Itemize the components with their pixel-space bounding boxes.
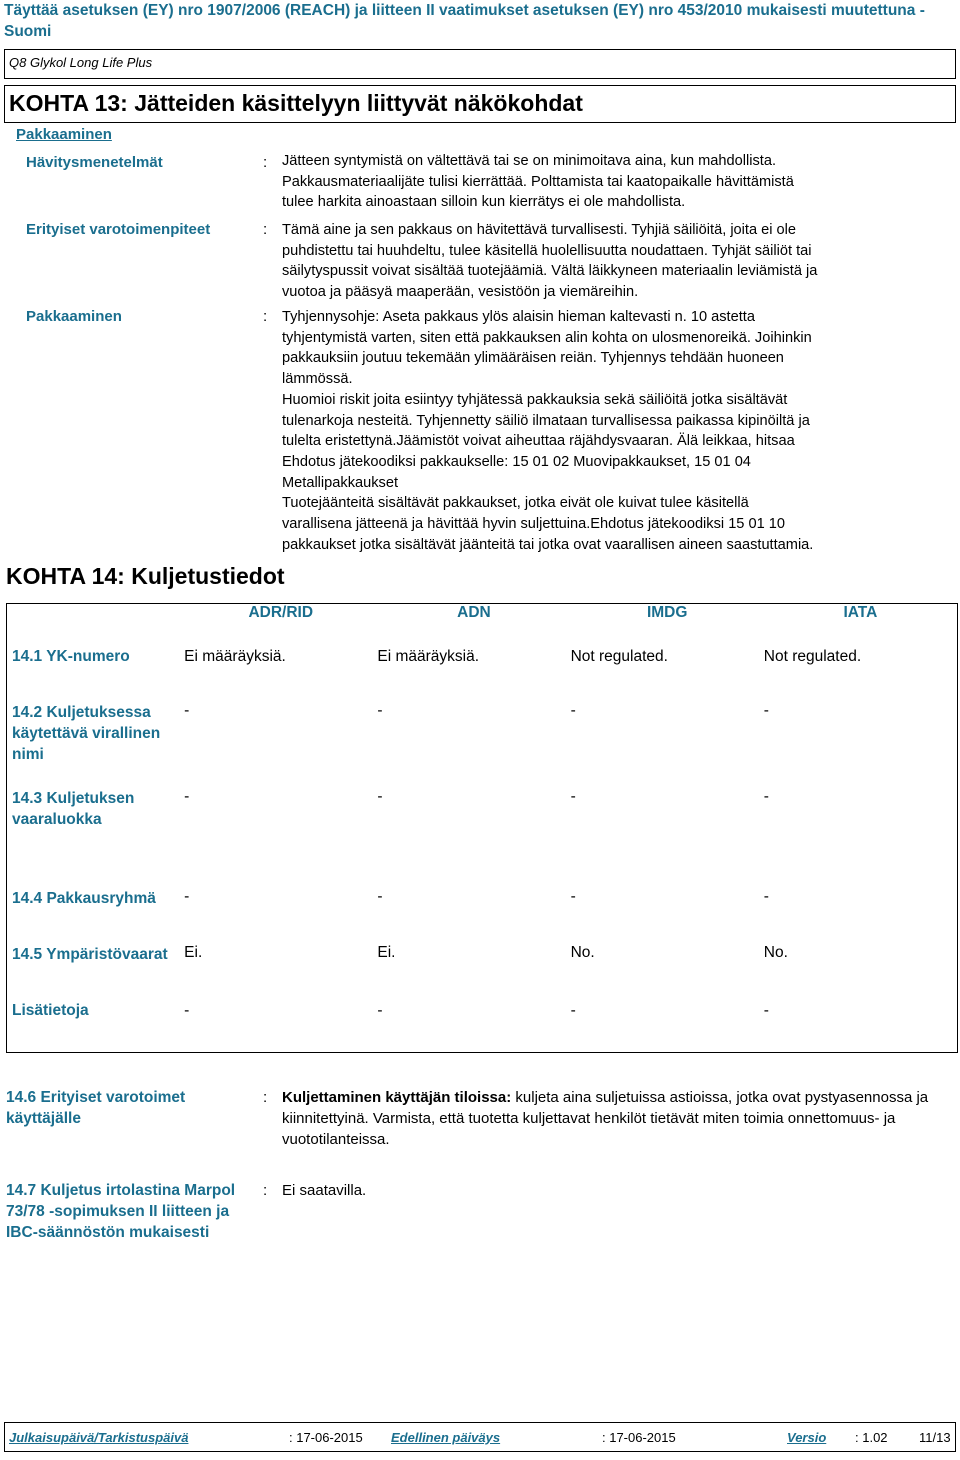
table-cell: No. [570, 944, 595, 961]
row-label: Lisätietoja [12, 1002, 89, 1019]
table-cell: - [570, 788, 576, 805]
table-cell: - [763, 702, 769, 719]
text-line: Ehdotus jätekoodiksi pakkaukselle: 15 01 02 Muovipakkaukset, 15 01 04 [282, 453, 751, 470]
item-146-text [282, 1087, 942, 1150]
section-13-subheading: Pakkaaminen [16, 126, 112, 143]
table-cell: - [377, 1002, 383, 1019]
table-cell: Ei. [184, 944, 203, 961]
product-name-box [4, 49, 956, 79]
row-label: 14.3 Kuljetuksen vaaraluokka [12, 790, 135, 828]
table-cell: Not regulated. [763, 648, 862, 665]
table-cell: - [377, 788, 383, 805]
item-147-colon: : [263, 1182, 268, 1199]
row-label: 14.4 Pakkausryhmä [12, 890, 156, 907]
text-line: pakkaukset jotka sisältävät jäänteitä tai jotka ovat vaarallisen aineen saastuttamia. [282, 536, 814, 553]
table-cell: - [570, 1002, 576, 1019]
table-row [7, 944, 958, 1002]
table-row [7, 638, 958, 686]
table-cell: - [570, 888, 576, 905]
product-name: Q8 Glykol Long Life Plus [9, 55, 153, 70]
item-146-colon: : [263, 1089, 268, 1106]
table-cell: Ei määräyksiä. [377, 648, 480, 665]
text-line: Tuotejäänteitä sisältävät pakkaukset, jotka eivät ole kuivat tulee käsitellä [282, 495, 749, 512]
page-number: 11/13 [919, 1430, 951, 1445]
table-cell: No. [763, 944, 788, 961]
column-header: ADN [457, 604, 491, 621]
issue-date-label: Julkaisupäivä/Tarkistuspäivä [9, 1430, 189, 1445]
section-14-title: KOHTA 14: Kuljetustiedot [6, 563, 285, 589]
version-label: Versio [787, 1430, 827, 1445]
table-row [7, 1002, 958, 1052]
text-line: tulelta eristettynä.Jäämistöt voivat aiheuttaa räjähdysvaaran. Älä leikkaa, hitsaa [282, 433, 795, 450]
table-cell: - [184, 788, 190, 805]
header-empty-cell [7, 604, 185, 639]
row-label: 14.5 Ympäristövaarat [12, 946, 168, 963]
row-label: 14.1 YK-numero [12, 648, 130, 665]
table-row [7, 686, 958, 788]
text-line: Metallipakkaukset [282, 474, 398, 491]
special-precautions-colon: : [263, 221, 268, 238]
disposal-methods-text [282, 151, 942, 213]
text-line: pakkauksiin joutuu tekemään ylimääräisen reiän. Tyhjennys tehdään huoneen [282, 350, 784, 367]
text-line: vuotoa ja pääsyä maaperään, vesistöön ja viemäreihin. [282, 284, 639, 301]
table-row [7, 788, 958, 888]
table-cell: Not regulated. [570, 648, 668, 665]
text-line: Tyhjennysohje: Aseta pakkaus ylös alaisin hieman kaltevasti n. 10 astetta [282, 309, 755, 325]
packaging-label: Pakkaaminen [26, 308, 122, 325]
section-13-header [4, 85, 956, 123]
table-cell: - [184, 702, 190, 719]
text-line: varallisena jätteenä ja hävittää hyvin suljettuina.Ehdotus jätekoodiksi 15 01 10 [282, 516, 785, 533]
item-147-text: Ei saatavilla. [282, 1182, 367, 1199]
document-title: Täyttää asetuksen (EY) nro 1907/2006 (REACH) ja liitteen II vaatimukset asetuksen (EY) nro 453/2010 mukaisesti muutettuna - Suomi [4, 2, 925, 40]
item-146-body: kuljeta aina suljetuissa astioissa, jotka ovat pystyasennossa ja kiinnitettyinä. Varmista, että tuotetta kuljettavat henkilöt tietävät miten toimia onnettomuus- ja vuototilanteissa. [282, 1089, 929, 1148]
text-line: Jätteen syntymistä on vältettävä tai se on minimoitava aina, kun mahdollista. [282, 153, 777, 169]
packaging-colon: : [263, 308, 268, 325]
table-cell: - [763, 788, 769, 805]
column-header: IMDG [646, 604, 688, 621]
previous-date-label: Edellinen päiväys [391, 1430, 501, 1445]
text-line: tulee harkita ainoastaan silloin kun kierrätys ei ole mahdollista. [282, 194, 686, 211]
table-header-row [7, 604, 958, 639]
table-cell: - [377, 888, 383, 905]
version-number: : 1.02 [855, 1430, 888, 1445]
column-header: ADR/RID [248, 604, 314, 621]
transport-table [6, 603, 958, 1053]
table-row [7, 888, 958, 944]
special-precautions-text [282, 220, 942, 303]
packaging-text [282, 307, 942, 555]
text-line: Huomioi riskit joita esiintyy tyhjätessä pakkauksia sekä säiliöitä jotka sisältävät [282, 391, 788, 408]
page-footer [4, 1422, 956, 1452]
text-line: Pakkausmateriaalijäte tulisi kierrättää. Polttamista tai kaatopaikalle hävittämistä [282, 173, 794, 190]
table-cell: - [763, 1002, 769, 1019]
table-cell: Ei määräyksiä. [184, 648, 286, 665]
column-header: IATA [843, 604, 878, 621]
row-label: 14.2 Kuljetuksessa käytettävä virallinen nimi [12, 704, 161, 763]
item-146-label: 14.6 Erityiset varotoimet käyttäjälle [6, 1089, 186, 1127]
table-cell: - [377, 702, 383, 719]
text-line: puhdistettu tai huuhdeltu, tulee käsitellä huolellisuutta noudattaen. Tyhjät säiliöt tai [282, 242, 812, 259]
table-cell: - [184, 888, 190, 905]
item-146-bold: Kuljettaminen käyttäjän tiloissa: [282, 1089, 512, 1106]
section-13-title: KOHTA 13: Jätteiden käsittelyyn liittyvät näkökohdat [9, 90, 583, 116]
issue-date: : 17-06-2015 [289, 1430, 363, 1445]
previous-date: : 17-06-2015 [602, 1430, 676, 1445]
text-line: Tämä aine ja sen pakkaus on hävitettävä turvallisesti. Tyhjiä säiliöitä, joita ei ole [282, 222, 797, 238]
special-precautions-label: Erityiset varotoimenpiteet [26, 221, 211, 238]
text-line: tyhjentymistä varten, siten että pakkauksen alin kohta on ulosmenoreikä. Joihinkin [282, 329, 812, 346]
disposal-methods-label: Hävitysmenetelmät [26, 154, 163, 171]
text-line: tulenarkoja nesteitä. Tyhjennetty säiliö ilmataan turvallisessa paikassa kipinöiltä ja [282, 412, 810, 429]
disposal-methods-colon: : [263, 154, 268, 171]
table-cell: - [184, 1002, 190, 1019]
text-line: säilytyspussit voivat sisältää tuotejäämiä. Vältä läikkyneen materiaalin leviämistä ja [282, 263, 818, 280]
table-cell: - [570, 702, 576, 719]
item-147-label: 14.7 Kuljetus irtolastina Marpol 73/78 -sopimuksen II liitteen ja IBC-säännöstön mukaisesti [6, 1182, 236, 1241]
table-cell: - [763, 888, 769, 905]
text-line: lämmössä. [282, 371, 353, 388]
table-cell: Ei. [377, 944, 396, 961]
